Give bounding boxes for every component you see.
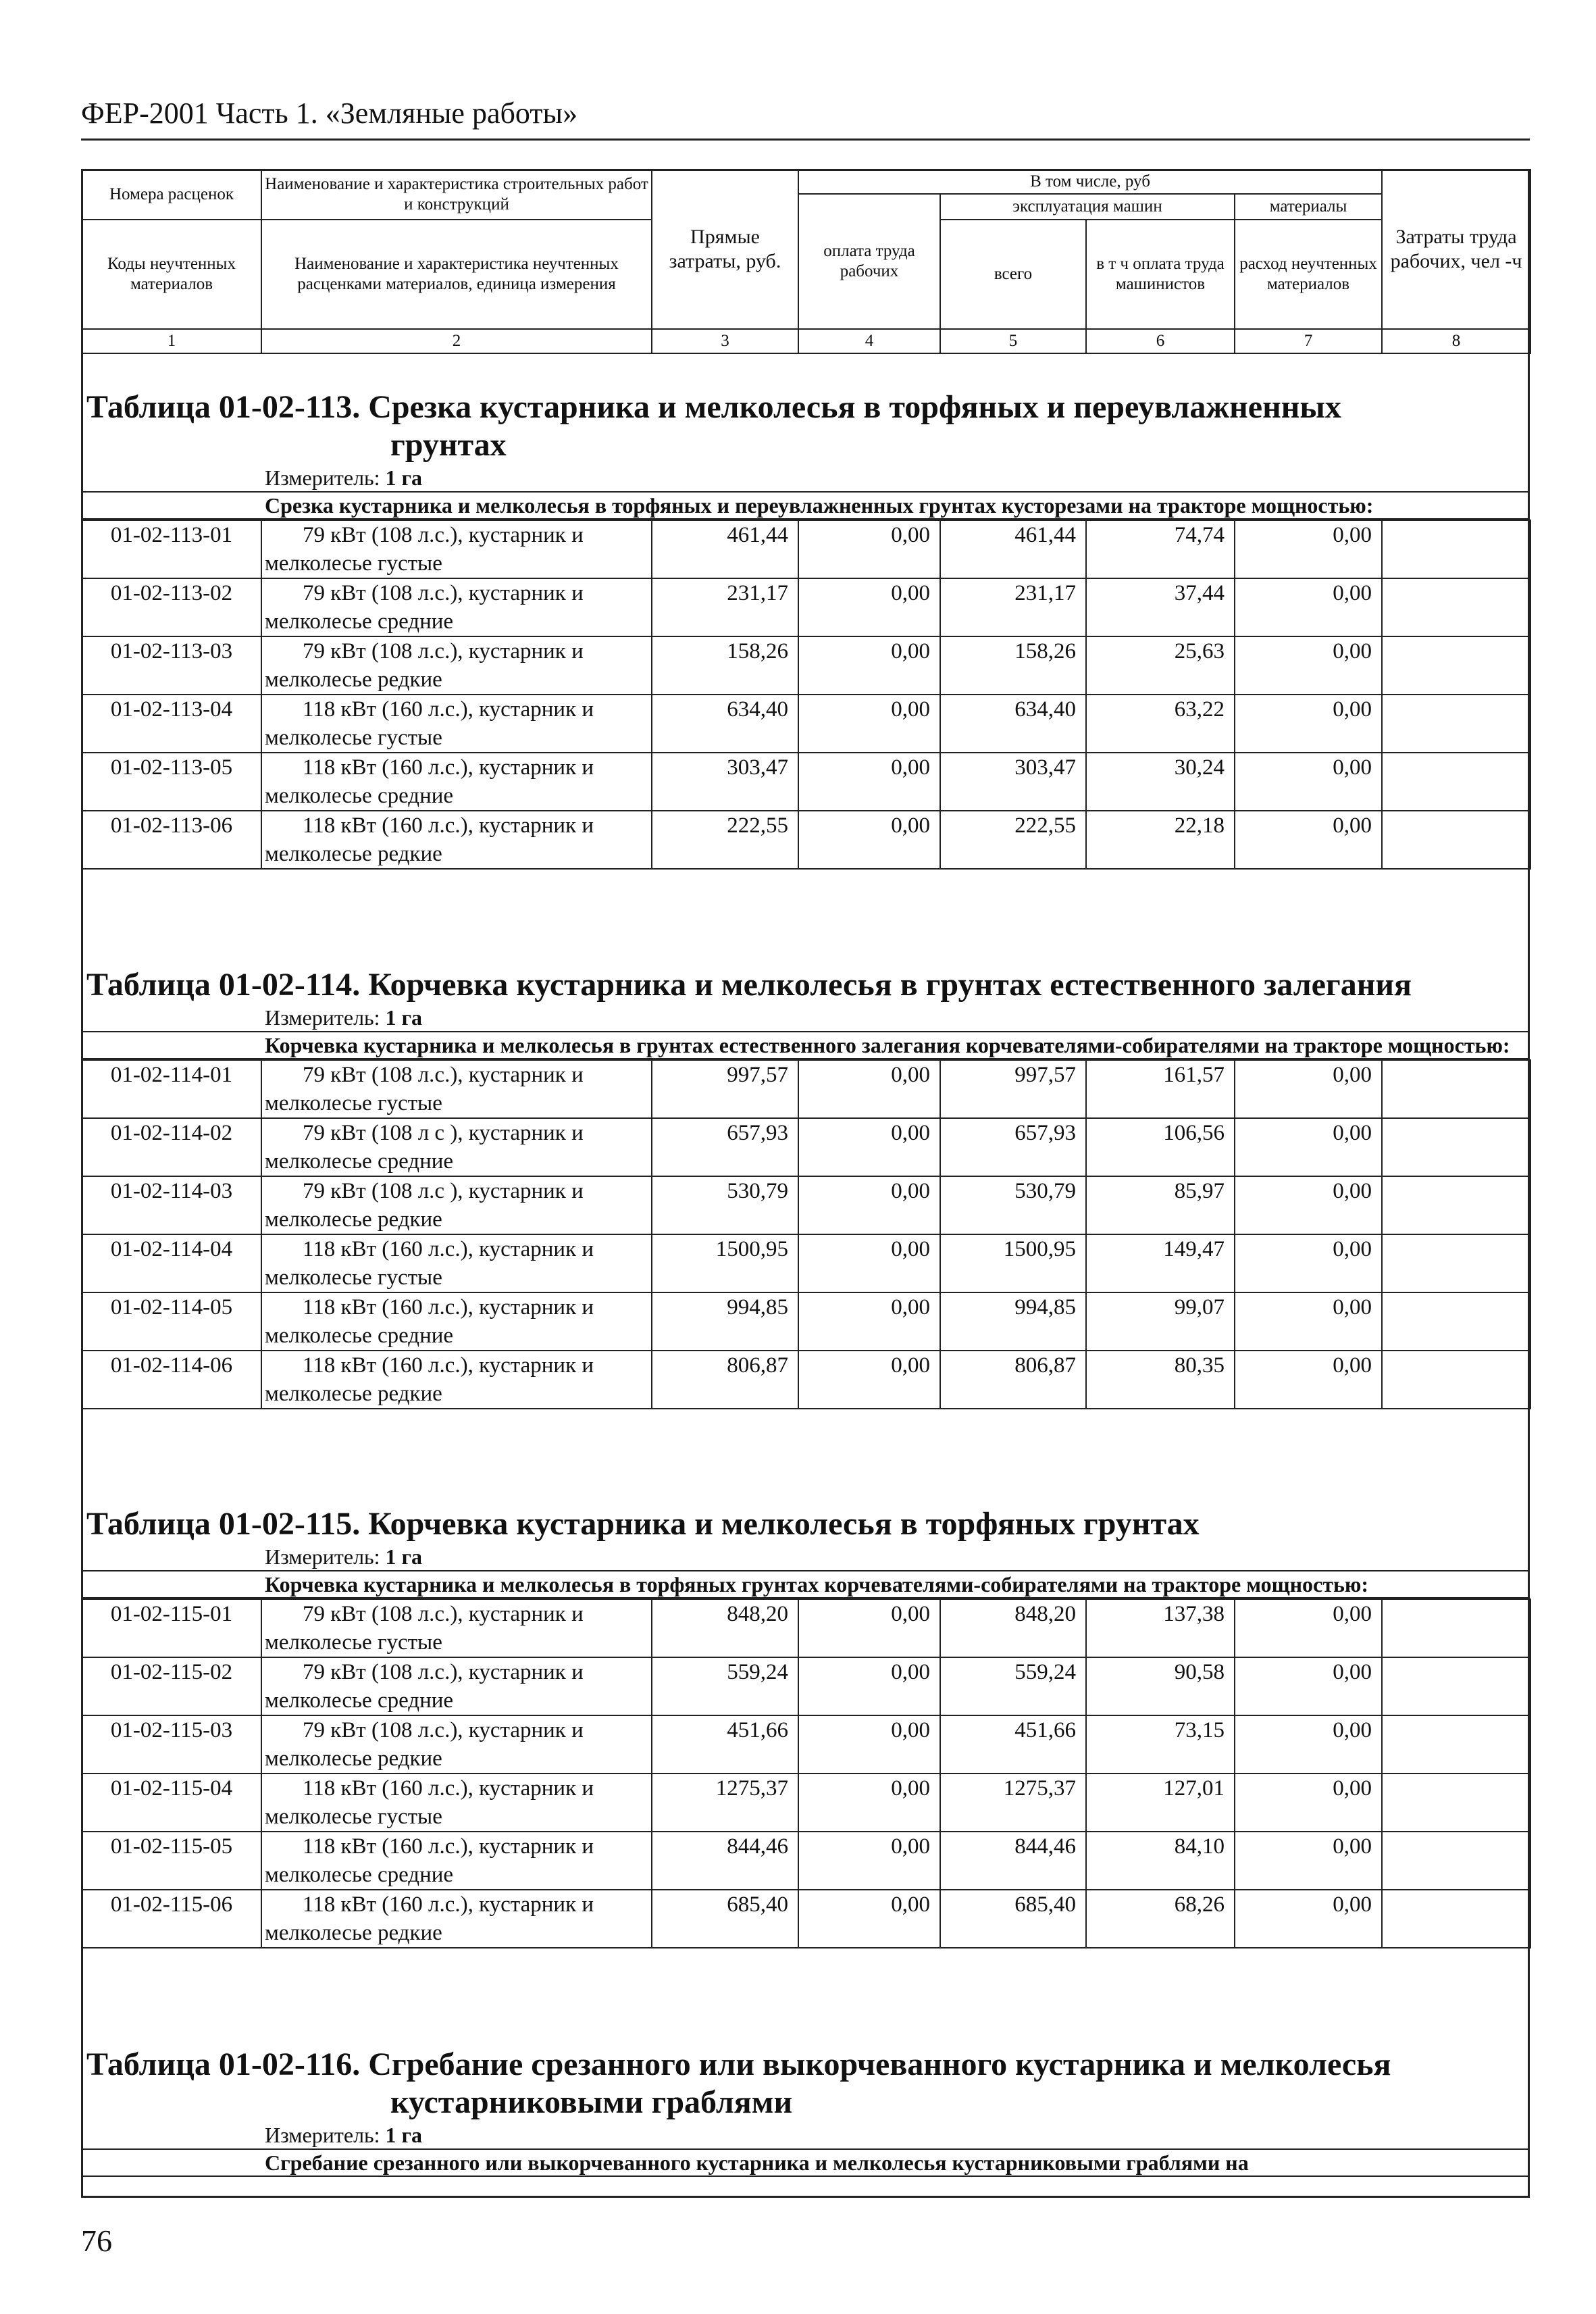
column-number: 5 — [940, 329, 1086, 353]
labor-costs — [1382, 520, 1530, 578]
rate-name-line: мелколесье густые — [265, 1805, 442, 1829]
column-number: 3 — [652, 329, 798, 353]
machines-total: 1500,95 — [940, 1234, 1086, 1292]
machines-total: 1275,37 — [940, 1774, 1086, 1832]
table-title-line: Таблица 01-02-113. Срезка кустарника и мелколесья в торфяных и переувлажненных — [86, 389, 1341, 425]
table-row — [82, 1292, 1530, 1351]
table-row — [82, 520, 1530, 578]
machinists-wages: 74,74 — [1086, 520, 1235, 578]
machinists-wages: 149,47 — [1086, 1234, 1235, 1292]
rate-code: 01-02-115-03 — [82, 1715, 261, 1774]
materials-cost: 0,00 — [1235, 811, 1382, 869]
labor-costs — [1382, 1832, 1530, 1890]
rate-name-line: 118 кВт (160 л.с.), кустарник и — [303, 1237, 594, 1261]
rate-name-line: мелколесье средние — [265, 784, 454, 808]
rate-code: 01-02-114-05 — [82, 1292, 261, 1351]
rate-code: 01-02-114-01 — [82, 1060, 261, 1118]
work-description: Сгребание срезанного или выкорчеванного кустарника и мелколесья кустарниковыми граблями на — [81, 2150, 1530, 2177]
table-title-line: Таблица 01-02-115. Корчевка кустарника и мелколесья в торфяных грунтах — [86, 1506, 1200, 1542]
machines-total: 461,44 — [940, 520, 1086, 578]
rate-name — [261, 1890, 652, 1948]
rate-code: 01-02-114-02 — [82, 1118, 261, 1176]
labor-costs — [1382, 1351, 1530, 1409]
labor-costs — [1382, 1599, 1530, 1657]
direct-costs: 559,24 — [652, 1657, 798, 1715]
rates-table — [81, 520, 1531, 870]
rate-name — [261, 1832, 652, 1890]
materials-cost: 0,00 — [1235, 1060, 1382, 1118]
direct-costs: 451,66 — [652, 1715, 798, 1774]
materials-cost: 0,00 — [1235, 695, 1382, 753]
table-row — [82, 811, 1530, 869]
rate-name-line: 79 кВт (108 л.с.), кустарник и — [303, 523, 584, 547]
materials-cost: 0,00 — [1235, 1657, 1382, 1715]
worker-wages: 0,00 — [798, 1118, 940, 1176]
header-direct-costs: Прямые затраты, руб. — [652, 170, 798, 329]
worker-wages: 0,00 — [798, 1599, 940, 1657]
rate-name-line: 118 кВт (160 л.с.), кустарник и — [303, 755, 594, 780]
machines-total: 634,40 — [940, 695, 1086, 753]
rate-code: 01-02-113-06 — [82, 811, 261, 869]
rate-code: 01-02-115-06 — [82, 1890, 261, 1948]
materials-cost: 0,00 — [1235, 1176, 1382, 1234]
machines-total: 657,93 — [940, 1118, 1086, 1176]
worker-wages: 0,00 — [798, 1832, 940, 1890]
table-row — [82, 1599, 1530, 1657]
header-work-name: Наименование и характеристика строительных работ и конструкций — [261, 170, 652, 220]
table-row — [82, 1774, 1530, 1832]
direct-costs: 1500,95 — [652, 1234, 798, 1292]
direct-costs: 461,44 — [652, 520, 798, 578]
measure-unit — [81, 2121, 1530, 2150]
rate-name — [261, 1118, 652, 1176]
rate-name-line: мелколесье редкие — [265, 1382, 442, 1406]
worker-wages: 0,00 — [798, 1234, 940, 1292]
machines-total: 848,20 — [940, 1599, 1086, 1657]
rate-name — [261, 636, 652, 695]
header-rule — [81, 139, 1530, 141]
rate-name — [261, 1774, 652, 1832]
materials-cost: 0,00 — [1235, 1890, 1382, 1948]
worker-wages: 0,00 — [798, 520, 940, 578]
materials-cost: 0,00 — [1235, 1351, 1382, 1409]
machinists-wages: 99,07 — [1086, 1292, 1235, 1351]
rate-name-line: 118 кВт (160 л.с.), кустарник и — [303, 697, 594, 722]
machinists-wages: 84,10 — [1086, 1832, 1235, 1890]
rate-name-line: 79 кВт (108 л.с ), кустарник и — [303, 1179, 584, 1203]
materials-cost: 0,00 — [1235, 1599, 1382, 1657]
header-machinists-wages: в т ч оплата труда машинистов — [1086, 220, 1235, 329]
materials-cost: 0,00 — [1235, 1292, 1382, 1351]
machines-total: 530,79 — [940, 1176, 1086, 1234]
rate-name — [261, 1657, 652, 1715]
machines-total: 806,87 — [940, 1351, 1086, 1409]
rate-code: 01-02-115-02 — [82, 1657, 261, 1715]
table-row — [82, 695, 1530, 753]
labor-costs — [1382, 1715, 1530, 1774]
rate-code: 01-02-113-03 — [82, 636, 261, 695]
work-description: Срезка кустарника и мелколесья в торфяных и переувлажненных грунтах кусторезами на тракторе мощностью: — [81, 493, 1530, 520]
measure-unit-label: Измеритель: — [265, 2123, 380, 2147]
header-codes: Номера расценок — [82, 170, 261, 220]
rate-code: 01-02-113-04 — [82, 695, 261, 753]
machinists-wages: 80,35 — [1086, 1351, 1235, 1409]
measure-unit-value: 1 га — [385, 1544, 423, 1569]
machinists-wages: 37,44 — [1086, 578, 1235, 636]
rate-name-line: 79 кВт (108 л с ), кустарник и — [303, 1121, 584, 1145]
rates-table — [81, 1059, 1531, 1409]
direct-costs: 806,87 — [652, 1351, 798, 1409]
direct-costs: 994,85 — [652, 1292, 798, 1351]
machinists-wages: 73,15 — [1086, 1715, 1235, 1774]
worker-wages: 0,00 — [798, 1774, 940, 1832]
worker-wages: 0,00 — [798, 811, 940, 869]
rate-name-line: мелколесье средние — [265, 609, 454, 634]
worker-wages: 0,00 — [798, 1715, 940, 1774]
machinists-wages: 22,18 — [1086, 811, 1235, 869]
rate-name-line: мелколесье редкие — [265, 1207, 442, 1232]
materials-cost: 0,00 — [1235, 520, 1382, 578]
header-wages: оплата труда рабочих — [798, 194, 940, 329]
labor-costs — [1382, 1657, 1530, 1715]
materials-cost: 0,00 — [1235, 1118, 1382, 1176]
header-material-name: Наименование и характеристика неучтенных расценками материалов, единица измерения — [261, 220, 652, 329]
labor-costs — [1382, 578, 1530, 636]
rate-code: 01-02-115-04 — [82, 1774, 261, 1832]
measure-unit-label: Измеритель: — [265, 1544, 380, 1569]
machinists-wages: 90,58 — [1086, 1657, 1235, 1715]
materials-cost: 0,00 — [1235, 1715, 1382, 1774]
rate-name — [261, 1599, 652, 1657]
table-title-line: Таблица 01-02-116. Сгребание срезанного или выкорчеванного кустарника и мелколесья — [86, 2046, 1391, 2082]
rate-name-line: 79 кВт (108 л.с.), кустарник и — [303, 1063, 584, 1087]
rate-name-line: мелколесье средние — [265, 1688, 454, 1713]
rate-name-line: мелколесье густые — [265, 551, 442, 576]
table-title — [81, 966, 1530, 1004]
rate-name-line: мелколесье редкие — [265, 668, 442, 692]
rate-name-line: 79 кВт (108 л.с.), кустарник и — [303, 639, 584, 663]
machinists-wages: 30,24 — [1086, 753, 1235, 811]
machines-total: 997,57 — [940, 1060, 1086, 1118]
table-row — [82, 1715, 1530, 1774]
measure-unit — [81, 464, 1530, 493]
machinists-wages: 63,22 — [1086, 695, 1235, 753]
table-row — [82, 1832, 1530, 1890]
labor-costs — [1382, 1292, 1530, 1351]
header-labor-costs: Затраты труда рабочих, чел -ч — [1382, 170, 1530, 329]
header-machines-total: всего — [940, 220, 1086, 329]
rate-code: 01-02-113-05 — [82, 753, 261, 811]
rate-name — [261, 811, 652, 869]
labor-costs — [1382, 1060, 1530, 1118]
labor-costs — [1382, 1234, 1530, 1292]
worker-wages: 0,00 — [798, 1060, 940, 1118]
materials-cost: 0,00 — [1235, 578, 1382, 636]
rate-name-line: 79 кВт (108 л.с.), кустарник и — [303, 1660, 584, 1684]
labor-costs — [1382, 1774, 1530, 1832]
measure-unit-value: 1 га — [385, 1005, 423, 1030]
direct-costs: 158,26 — [652, 636, 798, 695]
materials-cost: 0,00 — [1235, 1774, 1382, 1832]
rate-code: 01-02-113-02 — [82, 578, 261, 636]
page-number: 76 — [81, 2223, 112, 2258]
work-description: Корчевка кустарника и мелколесья в торфяных грунтах корчевателями-собирателями на тракторе мощностью: — [81, 1571, 1530, 1599]
worker-wages: 0,00 — [798, 1657, 940, 1715]
rate-name-line: 118 кВт (160 л.с.), кустарник и — [303, 1353, 594, 1378]
direct-costs: 222,55 — [652, 811, 798, 869]
column-number: 7 — [1235, 329, 1382, 353]
table-section — [81, 388, 1530, 870]
rate-name-line: 118 кВт (160 л.с.), кустарник и — [303, 813, 594, 838]
rate-name — [261, 695, 652, 753]
column-number: 1 — [82, 329, 261, 353]
table-row — [82, 578, 1530, 636]
measure-unit-label: Измеритель: — [265, 1005, 380, 1030]
direct-costs: 685,40 — [652, 1890, 798, 1948]
rate-name-line: мелколесье средние — [265, 1324, 454, 1348]
measure-unit-value: 1 га — [385, 466, 423, 490]
measure-unit — [81, 1004, 1530, 1032]
rate-name-line: 118 кВт (160 л.с.), кустарник и — [303, 1776, 594, 1801]
direct-costs: 1275,37 — [652, 1774, 798, 1832]
worker-wages: 0,00 — [798, 753, 940, 811]
machinists-wages: 127,01 — [1086, 1774, 1235, 1832]
machines-total: 303,47 — [940, 753, 1086, 811]
rate-name-line: мелколесье редкие — [265, 1921, 442, 1945]
direct-costs: 634,40 — [652, 695, 798, 753]
machines-total: 844,46 — [940, 1832, 1086, 1890]
materials-cost: 0,00 — [1235, 1234, 1382, 1292]
rate-name-line: мелколесье густые — [265, 1630, 442, 1655]
rates-table — [81, 1599, 1531, 1948]
rate-name — [261, 1176, 652, 1234]
direct-costs: 997,57 — [652, 1060, 798, 1118]
machinists-wages: 137,38 — [1086, 1599, 1235, 1657]
table-row — [82, 636, 1530, 695]
measure-unit-value: 1 га — [385, 2123, 423, 2147]
rate-code: 01-02-113-01 — [82, 520, 261, 578]
table-row — [82, 753, 1530, 811]
table-title-line: Таблица 01-02-114. Корчевка кустарника и мелколесья в грунтах естественного залегания — [86, 967, 1412, 1003]
machinists-wages: 68,26 — [1086, 1890, 1235, 1948]
worker-wages: 0,00 — [798, 695, 940, 753]
rate-name-line: мелколесье редкие — [265, 1746, 442, 1771]
table-row — [82, 1234, 1530, 1292]
direct-costs: 231,17 — [652, 578, 798, 636]
rate-name-line: 118 кВт (160 л.с.), кустарник и — [303, 1295, 594, 1319]
page-header: ФЕР-2001 Часть 1. «Земляные работы» — [81, 97, 578, 130]
table-row — [82, 1176, 1530, 1234]
rate-name-line: мелколесье редкие — [265, 842, 442, 866]
table-title-line: кустарниковыми граблями — [390, 2084, 793, 2120]
machinists-wages: 161,57 — [1086, 1060, 1235, 1118]
rate-code: 01-02-114-06 — [82, 1351, 261, 1409]
machines-total: 158,26 — [940, 636, 1086, 695]
table-row — [82, 1351, 1530, 1409]
labor-costs — [1382, 1118, 1530, 1176]
measure-unit — [81, 1543, 1530, 1571]
rate-name — [261, 520, 652, 578]
machinists-wages: 106,56 — [1086, 1118, 1235, 1176]
labor-costs — [1382, 1176, 1530, 1234]
labor-costs — [1382, 636, 1530, 695]
table-row — [82, 1118, 1530, 1176]
rate-name-line: мелколесье густые — [265, 1265, 442, 1290]
rate-name-line: мелколесье средние — [265, 1149, 454, 1174]
machines-total: 559,24 — [940, 1657, 1086, 1715]
column-number: 4 — [798, 329, 940, 353]
materials-cost: 0,00 — [1235, 753, 1382, 811]
labor-costs — [1382, 1890, 1530, 1948]
rate-name — [261, 1715, 652, 1774]
rate-name — [261, 1292, 652, 1351]
table-section — [81, 2046, 1530, 2177]
machinists-wages: 85,97 — [1086, 1176, 1235, 1234]
rate-name-line: 79 кВт (108 л.с.), кустарник и — [303, 581, 584, 605]
machines-total: 685,40 — [940, 1890, 1086, 1948]
direct-costs: 657,93 — [652, 1118, 798, 1176]
worker-wages: 0,00 — [798, 578, 940, 636]
rate-code: 01-02-115-01 — [82, 1599, 261, 1657]
rate-name — [261, 753, 652, 811]
header-material-codes: Коды неучтенных материалов — [82, 220, 261, 329]
rate-name — [261, 1234, 652, 1292]
table-title — [81, 1505, 1530, 1543]
rate-name-line: 118 кВт (160 л.с.), кустарник и — [303, 1892, 594, 1917]
direct-costs: 530,79 — [652, 1176, 798, 1234]
rate-name-line: 79 кВт (108 л.с.), кустарник и — [303, 1718, 584, 1742]
rate-code: 01-02-114-04 — [82, 1234, 261, 1292]
machines-total: 222,55 — [940, 811, 1086, 869]
rate-code: 01-02-114-03 — [82, 1176, 261, 1234]
table-row — [82, 1657, 1530, 1715]
table-title — [81, 388, 1530, 464]
worker-wages: 0,00 — [798, 1351, 940, 1409]
rate-name-line: мелколесье густые — [265, 1091, 442, 1115]
measure-unit-label: Измеритель: — [265, 466, 380, 490]
header-materials: материалы — [1235, 194, 1382, 220]
table-row — [82, 1890, 1530, 1948]
direct-costs: 303,47 — [652, 753, 798, 811]
column-number: 2 — [261, 329, 652, 353]
table-title-line: грунтах — [390, 427, 507, 463]
worker-wages: 0,00 — [798, 1890, 940, 1948]
rate-name-line: 79 кВт (108 л.с.), кустарник и — [303, 1602, 584, 1626]
header-machines: эксплуатация машин — [940, 194, 1235, 220]
labor-costs — [1382, 695, 1530, 753]
worker-wages: 0,00 — [798, 1292, 940, 1351]
machinists-wages: 25,63 — [1086, 636, 1235, 695]
rate-name-line: 118 кВт (160 л.с.), кустарник и — [303, 1834, 594, 1859]
table-section — [81, 1505, 1530, 1948]
labor-costs — [1382, 811, 1530, 869]
rate-name — [261, 578, 652, 636]
header-including: В том числе, руб — [798, 170, 1382, 194]
worker-wages: 0,00 — [798, 636, 940, 695]
direct-costs: 844,46 — [652, 1832, 798, 1890]
table-title — [81, 2046, 1530, 2121]
table-section — [81, 966, 1530, 1409]
labor-costs — [1382, 753, 1530, 811]
rate-name — [261, 1351, 652, 1409]
rate-name — [261, 1060, 652, 1118]
column-number: 8 — [1382, 329, 1530, 353]
rate-name-line: мелколесье густые — [265, 726, 442, 750]
materials-cost: 0,00 — [1235, 1832, 1382, 1890]
worker-wages: 0,00 — [798, 1176, 940, 1234]
table-row — [82, 1060, 1530, 1118]
materials-cost: 0,00 — [1235, 636, 1382, 695]
machines-total: 231,17 — [940, 578, 1086, 636]
work-description: Корчевка кустарника и мелколесья в грунтах естественного залегания корчевателями-собирателями на тракторе мощностью: — [81, 1032, 1530, 1059]
column-number: 6 — [1086, 329, 1235, 353]
rate-code: 01-02-115-05 — [82, 1832, 261, 1890]
direct-costs: 848,20 — [652, 1599, 798, 1657]
machines-total: 994,85 — [940, 1292, 1086, 1351]
header-material-consumption: расход неучтенных материалов — [1235, 220, 1382, 329]
machines-total: 451,66 — [940, 1715, 1086, 1774]
rate-name-line: мелколесье средние — [265, 1863, 454, 1887]
column-header-table — [81, 169, 1531, 354]
